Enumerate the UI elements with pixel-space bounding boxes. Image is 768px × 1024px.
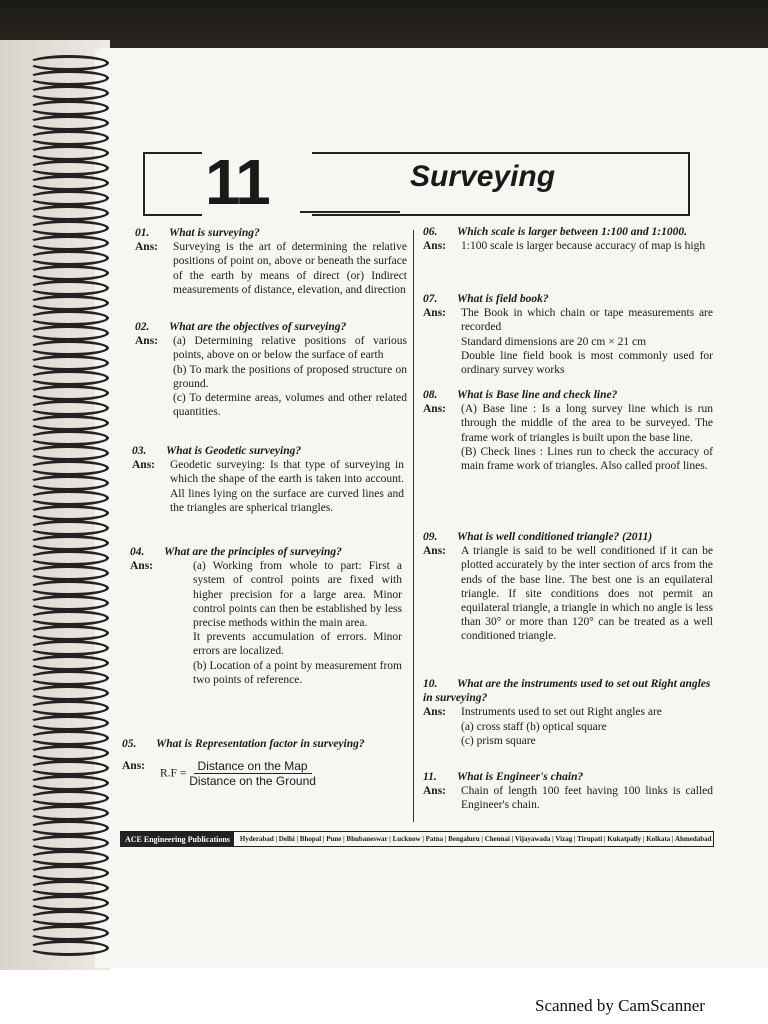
spiral-ring [28, 730, 109, 746]
answer-body [461, 784, 713, 812]
spiral-ring [28, 190, 109, 206]
question-number: 09. [423, 531, 438, 543]
question [135, 226, 407, 240]
answer-label: Ans: [423, 545, 447, 558]
question-text: What is well conditioned triangle? (2011) [457, 531, 653, 543]
answer-paragraph: (a) Determining relative positions of various points, above on or below the surface of earth [173, 335, 407, 362]
answer-body [168, 559, 402, 687]
answer-body [461, 544, 713, 643]
answer-body [160, 759, 394, 788]
spiral-ring [28, 715, 109, 731]
question [135, 320, 407, 334]
question-number: 11. [423, 771, 437, 783]
answer-label: Ans: [423, 403, 447, 416]
answer-paragraph: Standard dimensions are 20 cm × 21 cm [461, 335, 647, 348]
answer-paragraph: Surveying is the art of determining the relative positions of point on, above or beneath the surface of the earth by means of direct (or) Indirect measurements of distance, elevation, and direction [173, 241, 407, 296]
answer-paragraph: Chain of length 100 feet having 100 links is called Engineer's chain. [461, 785, 713, 812]
spiral-ring [28, 895, 109, 911]
question-block [423, 677, 713, 748]
spiral-ring [28, 265, 109, 281]
answer-paragraph: The Book in which chain or tape measurements are recorded [461, 307, 713, 334]
spiral-ring [28, 550, 109, 566]
answer-label: Ans: [135, 335, 159, 348]
answer-body [170, 458, 404, 515]
question-number: 07. [423, 293, 438, 305]
spiral-ring [28, 850, 109, 866]
question-number: 02. [135, 321, 150, 333]
question [423, 225, 713, 239]
chapter-number: 11 [205, 146, 269, 218]
question-text: What is Engineer's chain? [457, 771, 584, 783]
answer-body [461, 705, 713, 748]
spiral-ring [28, 610, 109, 626]
question-number: 06. [423, 226, 438, 238]
spiral-ring [28, 70, 109, 86]
spiral-ring [28, 100, 109, 116]
answer-label: Ans: [135, 241, 159, 254]
spiral-ring [28, 535, 109, 551]
rf-fraction [189, 759, 316, 788]
spiral-ring [28, 115, 109, 131]
spiral-ring [28, 325, 109, 341]
answer-label: Ans: [423, 307, 447, 320]
question-block [423, 292, 713, 377]
spiral-ring [28, 235, 109, 251]
spiral-ring [28, 670, 109, 686]
spiral-ring [28, 505, 109, 521]
spiral-ring [28, 925, 109, 941]
answer-label: Ans: [132, 459, 156, 472]
question-block [423, 388, 713, 473]
question-number: 04. [130, 546, 145, 558]
answer-paragraph: (B) Check lines : Lines run to check the accuracy of main frame work of triangles. Also called proof lines. [461, 445, 713, 473]
question [423, 530, 713, 544]
answer-body [173, 334, 407, 419]
question-block [135, 320, 407, 419]
spiral-ring [28, 805, 109, 821]
rf-denominator: Distance on the Ground [189, 774, 316, 789]
spiral-ring [28, 250, 109, 266]
spiral-ring [28, 775, 109, 791]
question-block [132, 444, 404, 515]
spiral-ring [28, 655, 109, 671]
question-block [423, 225, 713, 253]
spiral-ring [28, 760, 109, 776]
question-block [122, 737, 394, 789]
spiral-ring [28, 460, 109, 476]
spiral-ring [28, 370, 109, 386]
spiral-binding [28, 55, 108, 965]
answer-paragraph: Geodetic surveying: Is that type of surveying in which the shape of the earth is taken into account. All lines lying on the surface are curved lines and the triangles are spherical triangles. [170, 459, 404, 514]
question-number: 01. [135, 227, 150, 239]
question [423, 292, 713, 306]
spiral-ring [28, 385, 109, 401]
question-text: What is Geodetic surveying? [166, 445, 302, 457]
spiral-ring [28, 910, 109, 926]
spiral-ring [28, 295, 109, 311]
answer-paragraph: (a) Working from whole to part: First a system of control points are fixed with higher precision for a large area. Minor control points can then be established by less precise methods within the main area. [193, 560, 402, 630]
answer-paragraph: 1:100 scale is larger because accuracy of map is high [461, 240, 706, 253]
question [423, 770, 713, 784]
spiral-ring [28, 205, 109, 221]
spiral-ring [28, 415, 109, 431]
spiral-ring [28, 820, 109, 836]
question-text: What is Base line and check line? [457, 389, 618, 401]
spiral-ring [28, 160, 109, 176]
question-block [130, 545, 402, 687]
spiral-ring [28, 445, 109, 461]
chapter-title: Surveying [410, 160, 556, 193]
question-text: What is Representation factor in surveying? [156, 738, 365, 750]
spiral-ring [28, 685, 109, 701]
answer-label: Ans: [122, 760, 146, 773]
spiral-ring [28, 940, 109, 956]
question-text: Which scale is larger between 1:100 and 1:1000. [457, 226, 687, 238]
question-number: 05. [122, 738, 137, 750]
question [130, 545, 402, 559]
answer-paragraph: Instruments used to set out Right angles are [461, 706, 662, 719]
spiral-ring [28, 175, 109, 191]
spiral-ring [28, 355, 109, 371]
question-number: 03. [132, 445, 147, 457]
answer-label: Ans: [423, 785, 447, 798]
question-block [423, 770, 713, 813]
answer-body [461, 306, 713, 377]
spiral-ring [28, 220, 109, 236]
answer-paragraph: (c) To determine areas, volumes and other related quantities. [173, 392, 407, 419]
answer-body [173, 240, 407, 297]
question [122, 737, 394, 751]
answer-paragraph: (c) prism square [461, 734, 536, 747]
answer-label: Ans: [130, 560, 154, 573]
scanner-watermark: Scanned by CamScanner [535, 996, 705, 1015]
spiral-ring [28, 475, 109, 491]
answer-paragraph: Double line field book is most commonly used for ordinary survey works [461, 349, 713, 377]
question [423, 388, 713, 402]
spiral-ring [28, 310, 109, 326]
spiral-ring [28, 640, 109, 656]
question-text: What is surveying? [169, 227, 260, 239]
publisher-name: ACE Engineering Publications [121, 831, 234, 847]
answer-paragraph: It prevents accumulation of errors. Minor errors are localized. [193, 631, 402, 658]
spiral-ring [28, 55, 109, 71]
answer-paragraph: (b) Location of a point by measurement from two points of reference. [193, 659, 402, 686]
spiral-ring [28, 625, 109, 641]
spiral-ring [28, 430, 109, 446]
question-block [423, 530, 713, 644]
publisher-cities: Hyderabad | Delhi | Bhopal | Pune | Bhubaneswar | Lucknow | Patna | Bengaluru | Chennai | Vijayawada | Vizag | Tirupati | Kukatpally | Kolkata | Ahmedabad [239, 835, 712, 843]
rf-prefix: R.F = [160, 767, 187, 780]
spiral-ring [28, 490, 109, 506]
spiral-ring [28, 145, 109, 161]
question-number: 10. [423, 678, 438, 690]
spiral-ring [28, 790, 109, 806]
spiral-ring [28, 700, 109, 716]
question-number: 08. [423, 389, 438, 401]
spiral-ring [28, 280, 109, 296]
rf-numerator: Distance on the Map [194, 759, 312, 774]
question-text: What are the principles of surveying? [164, 546, 342, 558]
answer-paragraph: (A) Base line : Is a long survey line which is run through the middle of the area to be surveyed. The frame work of triangles is built upon the base line. [461, 403, 713, 444]
question-text: What is field book? [457, 293, 549, 305]
spiral-ring [28, 880, 109, 896]
answer-body [461, 402, 713, 473]
question [423, 677, 713, 705]
spiral-ring [28, 400, 109, 416]
question [132, 444, 404, 458]
spiral-ring [28, 565, 109, 581]
question-text: What are the instruments used to set out Right angles in surveying? [423, 678, 711, 705]
answer-label: Ans: [423, 240, 447, 253]
spiral-ring [28, 85, 109, 101]
answer-body [461, 239, 713, 253]
spiral-ring [28, 340, 109, 356]
publisher-footer [120, 831, 714, 847]
spiral-ring [28, 130, 109, 146]
column-divider [413, 230, 414, 822]
spiral-ring [28, 745, 109, 761]
spiral-ring [28, 835, 109, 851]
answer-paragraph: A triangle is said to be well conditioned if it can be plotted accurately by the inter section of arcs from the ends of the base line. The best one is an equilateral triangle. If site conditions does not permit an equilateral triangle, a triangle in which no angle is less than 30° or more than 120° can be treated as a well conditioned triangle. [461, 545, 713, 643]
spiral-ring [28, 595, 109, 611]
answer-label: Ans: [423, 706, 447, 719]
spiral-ring [28, 865, 109, 881]
question-text: What are the objectives of surveying? [169, 321, 347, 333]
spiral-ring [28, 580, 109, 596]
spiral-ring [28, 520, 109, 536]
question-block [135, 226, 407, 297]
chapter-underline [300, 211, 400, 213]
answer-paragraph: (b) To mark the positions of proposed structure on ground. [173, 363, 407, 390]
answer-paragraph: (a) cross staff (b) optical square [461, 720, 607, 733]
